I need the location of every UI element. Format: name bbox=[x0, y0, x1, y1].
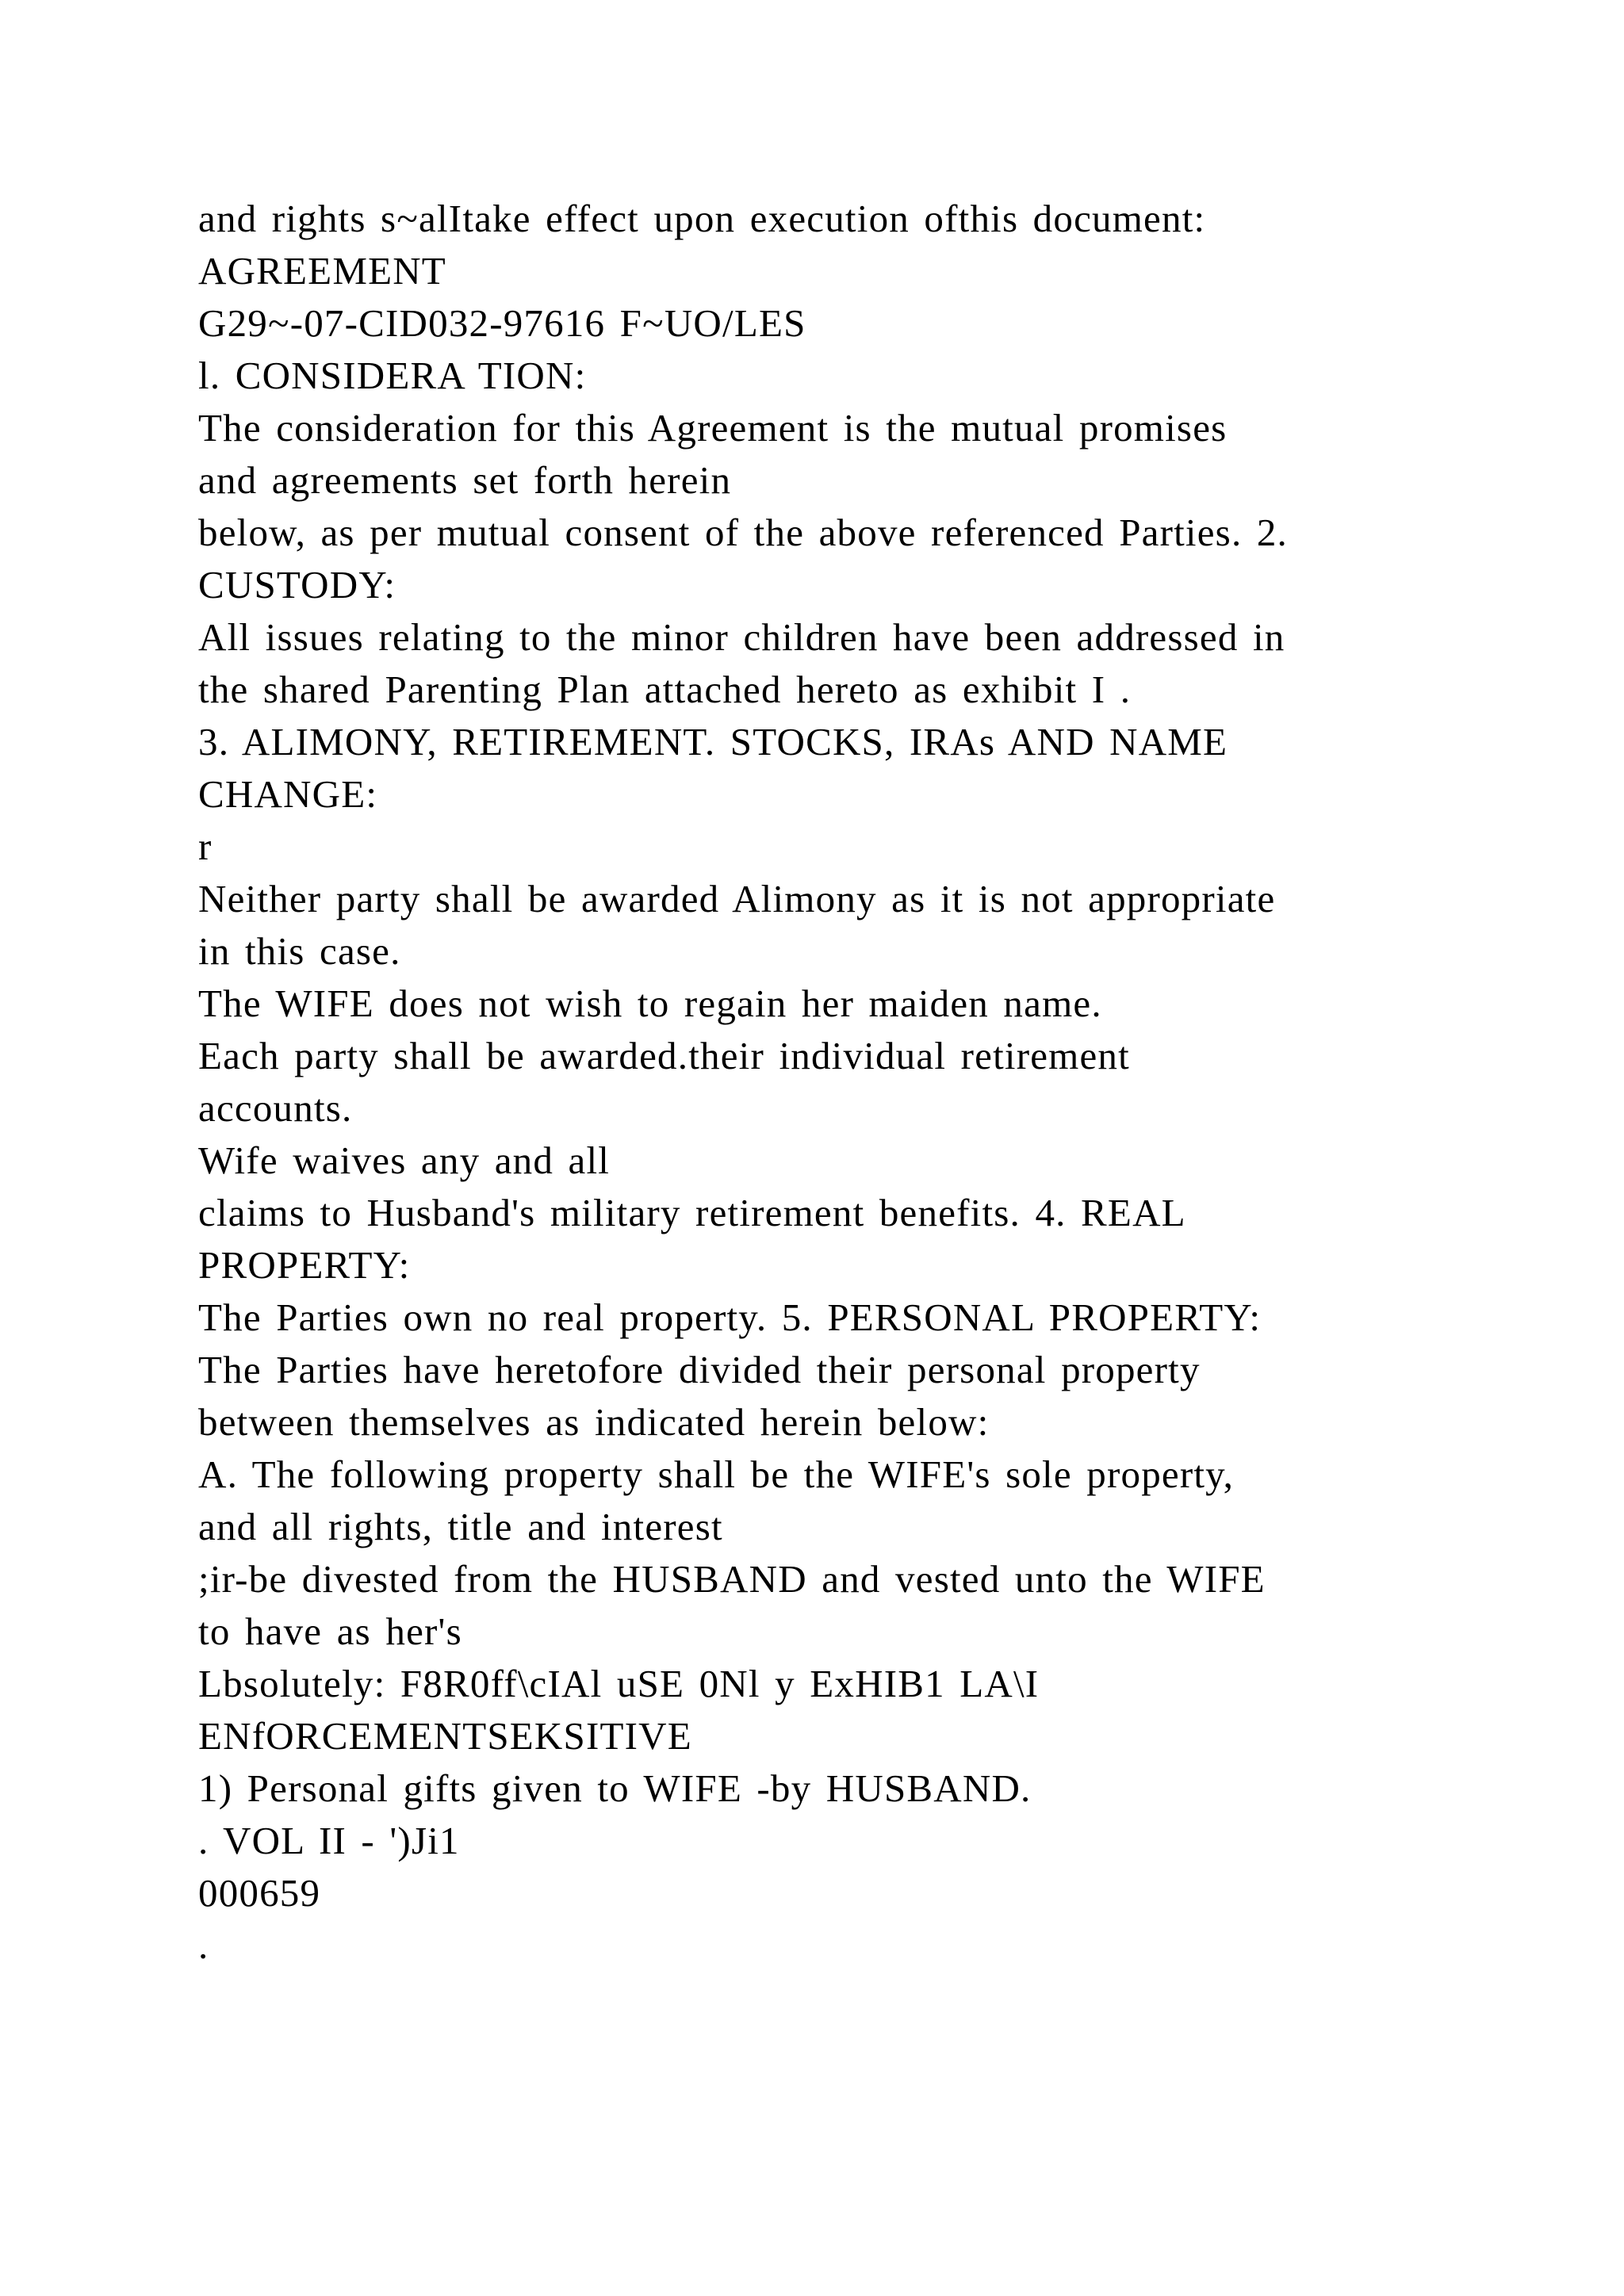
text-line: and rights s~alItake effect upon execution ofthis document: bbox=[198, 197, 1206, 240]
text-line: A. The following property shall be the WIFE's sole property, bbox=[198, 1452, 1235, 1496]
section-heading: l. CONSIDERA TION: bbox=[198, 354, 587, 397]
text-line: and all rights, title and interest bbox=[198, 1505, 723, 1548]
text-line: claims to Husband's military retirement benefits. 4. REAL bbox=[198, 1191, 1186, 1234]
text-line: Wife waives any and all bbox=[198, 1138, 611, 1182]
text-line: below, as per mutual consent of the above referenced Parties. 2. bbox=[198, 511, 1289, 554]
text-line: . bbox=[198, 1923, 209, 1967]
text-line: The Parties own no real property. 5. PERSONAL PROPERTY: bbox=[198, 1295, 1262, 1339]
text-line: r bbox=[198, 825, 213, 868]
stamp-text: Lbsolutely: F8R0ff\cIAl uSE 0Nl y ExHIB1 LA\I bbox=[198, 1662, 1040, 1705]
volume-marker: . VOL II - ')Ji1 bbox=[198, 1819, 460, 1862]
text-line: accounts. bbox=[198, 1086, 353, 1130]
text-line: ;ir-be divested from the HUSBAND and vested unto the WIFE bbox=[198, 1557, 1266, 1601]
page-number: 000659 bbox=[198, 1871, 321, 1915]
text-line: and agreements set forth herein bbox=[198, 458, 732, 502]
section-heading: 3. ALIMONY, RETIREMENT. STOCKS, IRAs AND NAME bbox=[198, 720, 1228, 763]
case-number: G29~-07-CID032-97616 F~UO/LES bbox=[198, 301, 806, 345]
text-line: 1) Personal gifts given to WIFE -by HUSBAND. bbox=[198, 1766, 1032, 1810]
section-heading: AGREEMENT bbox=[198, 249, 446, 293]
text-line: The WIFE does not wish to regain her maiden name. bbox=[198, 982, 1102, 1025]
section-heading: CHANGE: bbox=[198, 772, 378, 816]
text-line: to have as her's bbox=[198, 1609, 462, 1653]
text-line: All issues relating to the minor children have been addressed in bbox=[198, 615, 1285, 659]
text-line: between themselves as indicated herein below: bbox=[198, 1400, 990, 1444]
text-line: the shared Parenting Plan attached hereto as exhibit I . bbox=[198, 668, 1132, 711]
text-line: The Parties have heretofore divided their personal property bbox=[198, 1348, 1201, 1391]
text-line: The consideration for this Agreement is the mutual promises bbox=[198, 406, 1228, 450]
section-heading: PROPERTY: bbox=[198, 1243, 411, 1287]
section-heading: CUSTODY: bbox=[198, 563, 396, 607]
text-line: Each party shall be awarded.their individual retirement bbox=[198, 1034, 1130, 1077]
text-line: Neither party shall be awarded Alimony as it is not appropriate bbox=[198, 877, 1276, 920]
text-line: in this case. bbox=[198, 929, 401, 973]
document-body bbox=[198, 193, 1435, 1972]
stamp-text: ENfORCEMENTSEKSITIVE bbox=[198, 1714, 692, 1758]
